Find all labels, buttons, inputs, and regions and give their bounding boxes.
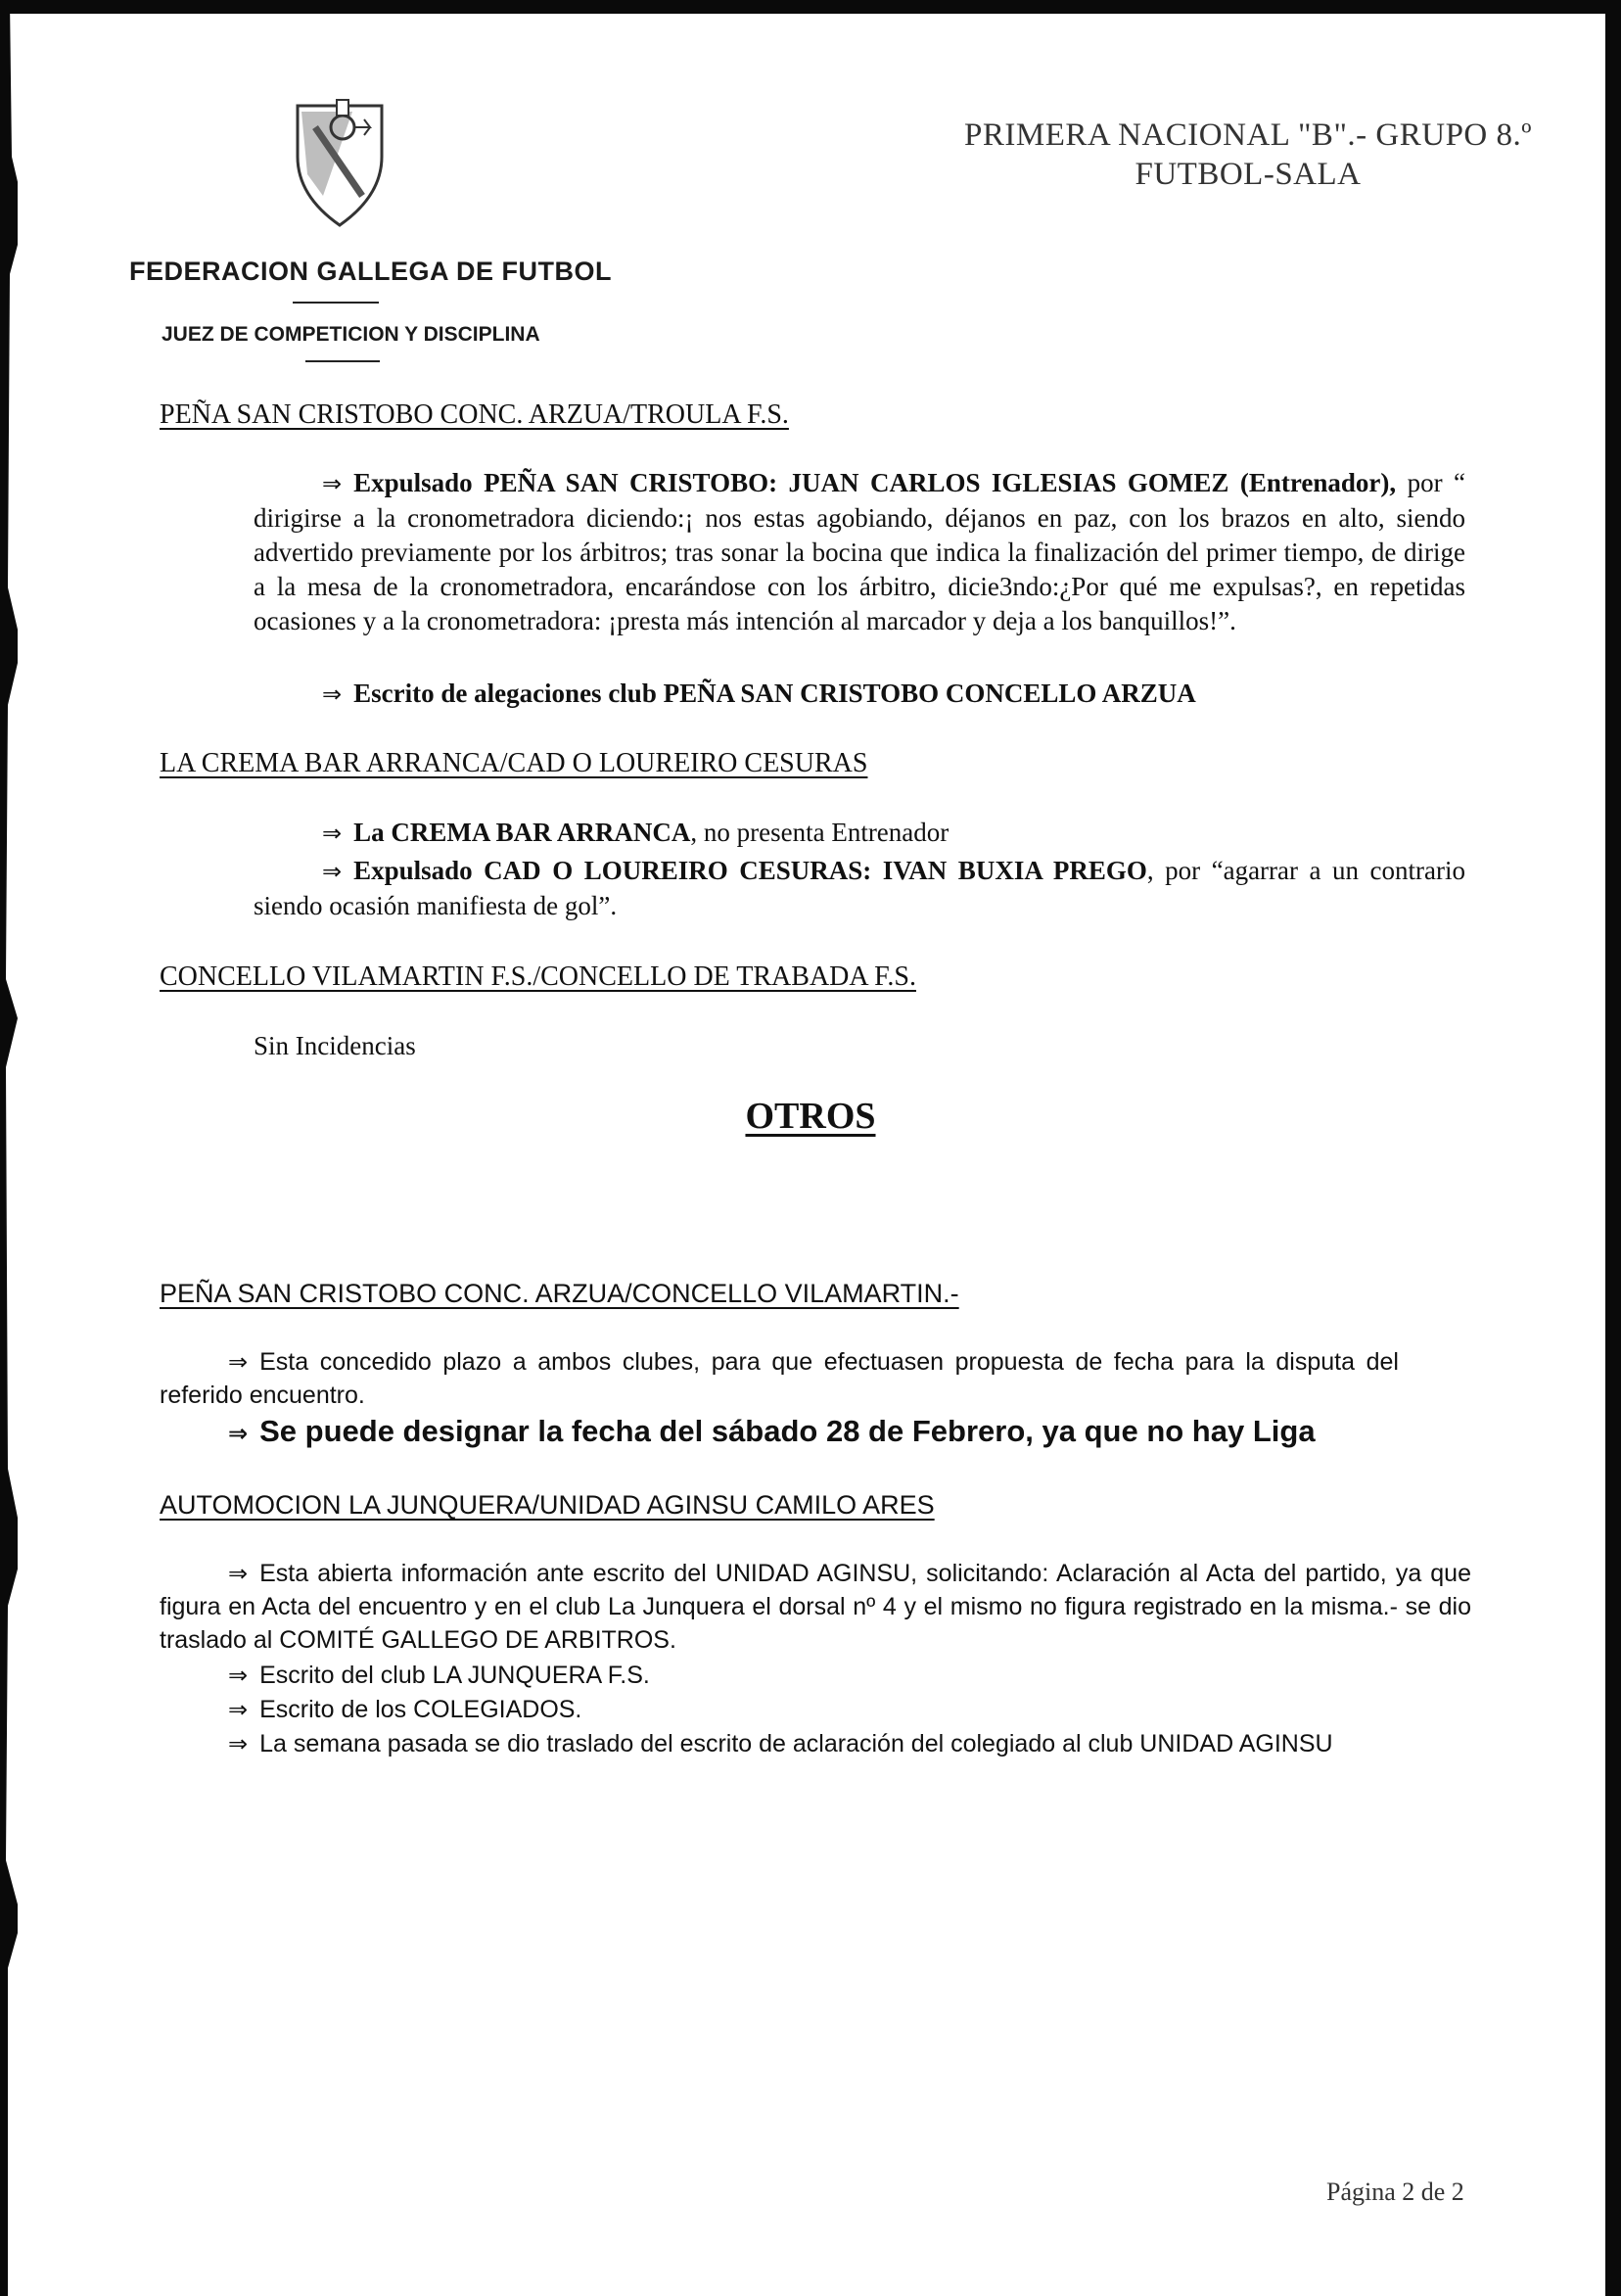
federation-crest-icon: [294, 98, 386, 229]
scan-border-left: [0, 0, 18, 2296]
match-heading: PEÑA SAN CRISTOBO CONC. ARZUA/TROULA F.S.: [160, 399, 789, 430]
sanction-bold: Expulsado CAD O LOUREIRO CESURAS: IVAN BUXIA PREGO: [353, 856, 1147, 885]
divider: [305, 360, 380, 362]
arrow-icon: ⇒: [322, 820, 343, 847]
sanction-bold: Expulsado PEÑA SAN CRISTOBO: JUAN CARLOS IGLESIAS GOMEZ (Entrenador),: [353, 468, 1397, 497]
competition-line-2: FUTBOL-SALA: [1135, 157, 1362, 192]
divider: [293, 302, 379, 304]
notice-line: [228, 1696, 581, 1724]
arrow-icon: ⇒: [228, 1662, 249, 1689]
notice-highlight: [228, 1414, 1316, 1449]
match-heading: AUTOMOCION LA JUNQUERA/UNIDAD AGINSU CAMILO ARES: [160, 1490, 935, 1520]
sanction-text: , no presenta Entrenador: [690, 818, 949, 847]
arrow-icon: ⇒: [322, 858, 343, 885]
federation-name: FEDERACION GALLEGA DE FUTBOL: [129, 257, 612, 286]
scan-border-top: [0, 0, 1621, 14]
competition-title: [881, 116, 1615, 194]
sanction-line: [322, 679, 1196, 709]
arrow-icon: ⇒: [228, 1560, 249, 1587]
sanction-paragraph: [254, 854, 1465, 923]
notice-text: Esta abierta información ante escrito del UNIDAD AGINSU, solicitando: Aclaración al Acta del partido, ya que figura en Acta del encuentro y en el club La Junquera el dorsal nº 4 y el mismo no figura registrado en la misma.- se dio traslado al COMITÉ GALLEGO DE ARBITROS.: [160, 1560, 1471, 1654]
committee-name: JUEZ DE COMPETICION Y DISCIPLINA: [162, 323, 540, 346]
section-title-otros: OTROS: [745, 1096, 876, 1137]
notice-text: La semana pasada se dio traslado del escrito de aclaración del colegiado al club UNIDAD AGINSU: [259, 1730, 1333, 1757]
sanction-text: , por “agarrar a un contrario siendo ocasión manifiesta de gol”.: [254, 856, 1465, 920]
sanction-bold: Escrito de alegaciones club PEÑA SAN CRISTOBO CONCELLO ARZUA: [353, 679, 1196, 708]
notice-paragraph: [160, 1345, 1399, 1412]
sanction-text: por “ dirigirse a la cronometradora diciendo:¡ nos estas agobiando, déjanos en paz, con los brazos en alto, siendo advertido previamente por los árbitros; tras sonar la bocina que indica la finalización del primer tiempo, de dirige a la mesa de la cronometradora, encarándose con los árbitro, dicie3ndo:¿Por qué me expulsas?, en repetidas ocasiones y a la cronometradora: ¡presta más intención al marcador y deja a los banquillos!”.: [254, 468, 1465, 635]
notice-line: [228, 1730, 1333, 1758]
competition-line-1: PRIMERA NACIONAL "B".- GRUPO 8.º: [964, 117, 1532, 153]
arrow-icon: ⇒: [322, 470, 343, 497]
arrow-icon: ⇒: [228, 1348, 249, 1376]
match-heading: LA CREMA BAR ARRANCA/CAD O LOUREIRO CESURAS: [160, 748, 868, 778]
arrow-icon: ⇒: [228, 1730, 249, 1757]
arrow-icon: ⇒: [322, 680, 343, 708]
arrow-icon: ⇒: [228, 1420, 249, 1447]
notice-text: Escrito del club LA JUNQUERA F.S.: [259, 1662, 650, 1689]
notice-text: Escrito de los COLEGIADOS.: [259, 1696, 582, 1723]
match-note: Sin Incidencias: [254, 1031, 416, 1060]
sanction-line: [322, 818, 949, 848]
match-heading: CONCELLO VILAMARTIN F.S./CONCELLO DE TRABADA F.S.: [160, 961, 916, 992]
arrow-icon: ⇒: [228, 1696, 249, 1723]
notice-text: Se puede designar la fecha del sábado 28 de Febrero, ya que no hay Liga: [259, 1414, 1316, 1448]
sanction-paragraph: [254, 466, 1465, 638]
scan-border-right: [1605, 0, 1621, 2296]
sanction-bold: La CREMA BAR ARRANCA: [353, 818, 691, 847]
notice-paragraph: [160, 1557, 1471, 1657]
notice-line: [228, 1662, 650, 1690]
page-number: Página 2 de 2: [1326, 2178, 1464, 2206]
notice-text: Esta concedido plazo a ambos clubes, para que efectuasen propuesta de fecha para la disputa del referido encuentro.: [160, 1348, 1399, 1409]
match-heading: PEÑA SAN CRISTOBO CONC. ARZUA/CONCELLO VILAMARTIN.-: [160, 1279, 959, 1308]
